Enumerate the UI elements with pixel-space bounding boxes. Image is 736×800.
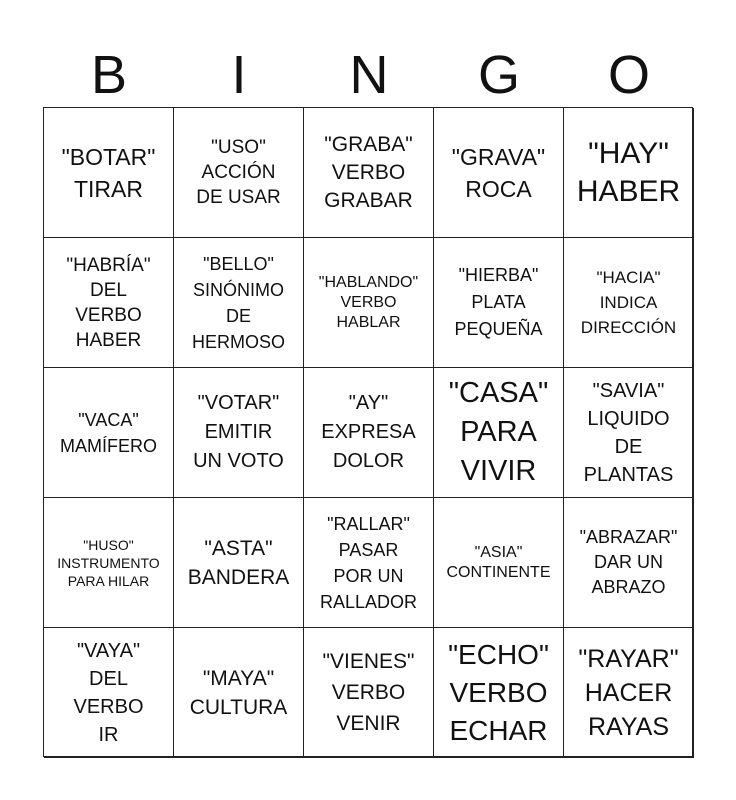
cell-text: "ASIA" CONTINENTE [446,543,551,581]
cell-text: "HAY" HABER [576,136,681,208]
bingo-cell[interactable] [174,368,304,498]
bingo-cell[interactable] [44,238,174,368]
header-letter-n: N [349,45,389,105]
bingo-cell[interactable] [434,238,564,368]
cell-text: "ASTA" BANDERA [187,536,290,589]
cell-text: "HUSO" INSTRUMENTO PARA HILAR [57,536,160,589]
cell-text: "VAYA" DEL VERBO IR [73,639,144,746]
bingo-cell[interactable] [434,108,564,238]
header-letter-i: I [231,45,247,105]
bingo-cell[interactable] [564,628,694,758]
bingo-cell[interactable] [304,628,434,758]
bingo-cell[interactable] [434,498,564,628]
bingo-cell[interactable] [174,238,304,368]
bingo-header [44,44,694,106]
bingo-cell[interactable] [304,108,434,238]
bingo-cell[interactable] [564,108,694,238]
bingo-cell[interactable] [434,628,564,758]
cell-text: "RAYAR" HACER RAYAS [578,644,679,741]
cell-text: "CASA" PARA VIVIR [448,377,549,487]
cell-text: "VIENES" VERBO VENIR [322,650,415,735]
bingo-cell[interactable] [174,108,304,238]
cell-text: "GRABA" VERBO GRABAR [324,132,413,212]
header-letter-o: O [607,45,650,105]
cell-text: "HABLANDO" VERBO HABLAR [318,273,419,331]
cell-text: "SAVIA" LIQUIDO DE PLANTAS [583,379,674,486]
bingo-cell[interactable] [174,628,304,758]
bingo-cell[interactable] [44,108,174,238]
cell-text: "VOTAR" EMITIR UN VOTO [193,392,284,472]
cell-text: "HABRÍA" DEL VERBO HABER [66,254,151,351]
cell-text: "HACIA" INDICA DIRECCIÓN [580,268,677,337]
bingo-cell[interactable] [564,368,694,498]
bingo-cell[interactable] [304,238,434,368]
bingo-cell[interactable] [44,498,174,628]
header-letter-b: B [90,45,128,105]
cell-text: "BOTAR" TIRAR [61,143,156,202]
cell-text: "ABRAZAR" DAR UN ABRAZO [579,527,678,597]
cell-text: "BELLO" SINÓNIMO DE HERMOSO [191,253,285,352]
cell-text: "ECHO" VERBO ECHAR [448,638,549,746]
cell-text: "AY" EXPRESA DOLOR [321,392,416,472]
bingo-cell[interactable] [44,628,174,758]
bingo-cell[interactable] [304,498,434,628]
cell-text: "USO" ACCIÓN DE USAR [196,137,281,208]
bingo-cell[interactable] [434,368,564,498]
cell-text: "MAYA" CULTURA [189,666,288,719]
bingo-board [43,107,693,757]
cell-text: "HIERBA" PLATA PEQUEÑA [454,265,543,339]
bingo-cell[interactable] [564,498,694,628]
bingo-cell[interactable] [174,498,304,628]
cell-text: "RALLAR" PASAR POR UN RALLADOR [319,513,418,612]
header-letter-g: G [477,45,520,105]
bingo-cell[interactable] [304,368,434,498]
cell-text: "GRAVA" ROCA [451,143,546,202]
cell-text: "VACA" MAMÍFERO [60,409,157,456]
bingo-cell[interactable] [564,238,694,368]
bingo-cell[interactable] [44,368,174,498]
